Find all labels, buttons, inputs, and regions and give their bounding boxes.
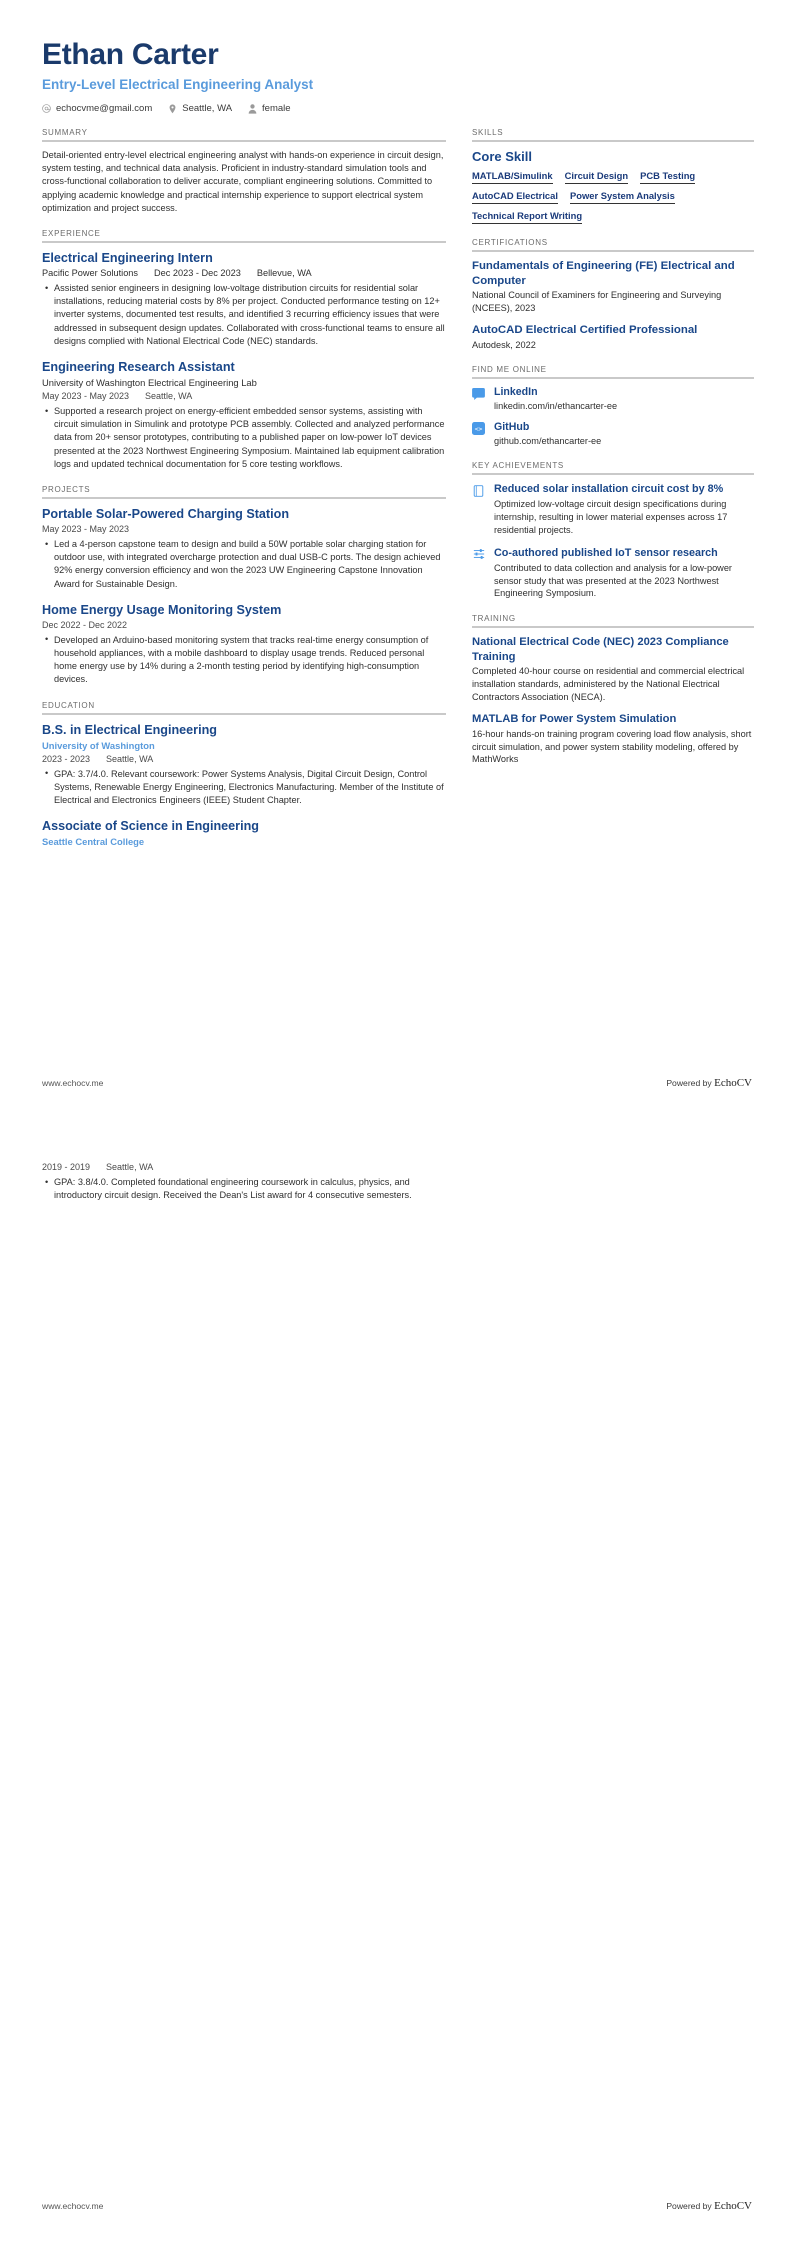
skill-tag-list [472,170,754,224]
achievement-item [472,482,754,536]
experience-title: Electrical Engineering Intern [42,251,213,266]
section-label-training: TRAINING [472,614,516,624]
project-dates: May 2023 - May 2023 [42,524,130,535]
section-label-skills: SKILLS [472,128,504,137]
experience-entry [42,359,446,471]
page-footer [42,1077,752,1089]
achievement-description: Optimized low-voltage circuit design specifications during internship, resulting in lower material expenses across 17 residential projects. [494,499,728,536]
skill-tag: MATLAB/Simulink [472,170,553,184]
two-column-layout-page2 [42,1161,752,1205]
training-description: Completed 40-hour course on residential and commercial electrical installation standards, administered by the National Electrical Contractors Association (NECA). [472,666,745,702]
training-item [472,635,754,703]
candidate-name: Ethan Carter [42,38,219,71]
two-column-layout [42,128,752,849]
online-profile-linkedin[interactable] [472,386,754,413]
section-label-certifications: CERTIFICATIONS [472,238,548,247]
project-bullets [42,538,446,591]
education-location: Seattle, WA [106,753,154,764]
achievement-description: Contributed to data collection and analysis for a low-power sensor study that was presented at the 2023 Northwest Engineering Symposium. [494,562,732,599]
powered-by-text: Powered by [666,2201,715,2211]
section-divider [42,140,446,142]
section-label-key-achievements: KEY ACHIEVEMENTS [472,461,564,471]
email-icon [42,104,51,113]
certification-item [472,323,754,351]
person-icon [248,104,257,114]
education-degree: B.S. in Electrical Engineering [42,722,217,737]
section-label-find-me-online: FIND ME ONLINE [472,365,547,375]
experience-location: Seattle, WA [145,391,193,402]
location-pin-icon [168,104,177,114]
section-label-experience: EXPERIENCE [42,229,101,239]
project-meta [42,619,446,632]
section-divider [42,241,446,243]
experience-bullets [42,405,446,471]
sidebar-column [472,128,754,775]
certification-name: Fundamentals of Engineering (FE) Electrical and Computer [472,260,735,287]
project-title: Portable Solar-Powered Charging Station [42,507,290,522]
education-dates: 2023 - 2023 [42,753,91,764]
online-profile-github[interactable] [472,421,754,448]
section-divider [472,473,754,475]
experience-entry [42,250,446,348]
svg-text:<>: <> [474,424,483,433]
bullet-item: • GPA: 3.7/4.0. Relevant coursework: Power Systems Analysis, Digital Circuit Design, Control Systems, Renewable Energy Engineering, Electronics Manufacturing. Member of the Institute of Electrical and Electronics Engineers (IEEE) Student Chapter. [54,768,446,808]
training-description: 16-hour hands-on training program covering load flow analysis, short circuit simulation, and power system stability modeling, offered by MathWorks [472,728,752,765]
project-meta [42,523,446,536]
resume-page-2 [0,1123,794,2246]
linkedin-icon [472,387,485,400]
bullet-item: • Supported a research project on energy-efficient embedded sensor systems, assisting with circuit simulation in Simulink and prototype PCB assembly. Collected and analyzed performance data from 20+ sensor prototypes, contributing to a published paper on low-power IoT devices presented at the 2023 Northwest Engineering Symposium. Maintained lab equipment calibration logs and updated technical documentation for 5 core testing workflows. [54,405,446,471]
training-title: MATLAB for Power System Simulation [472,713,677,726]
contact-gender [248,103,291,114]
experience-bullets [42,282,446,348]
bullet-item: • Developed an Arduino-based monitoring system that tracks real-time energy consumption of household appliances, with a mobile dashboard to display usage trends. Reduced personal home energy use by 14% during a 2-month testing period by identifying high-consumption devices. [54,634,446,687]
education-bullets [42,768,446,808]
bullet-item: • Led a 4-person capstone team to design and build a 50W portable solar charging station for outdoor use, with integrated overcharge protection and dual USB-C ports. The design achieved 92% energy conversion efficiency and won the 2023 UW Engineering Capstone Innovation Award for Sustainable Design. [54,538,446,591]
section-divider [472,626,754,628]
footer-powered-by [666,2200,752,2212]
education-meta [42,1161,446,1174]
bullet-item: • Assisted senior engineers in designing low-voltage distribution circuits for residential solar installations, reducing material costs by 8% per project. Conducted performance testing on 12+ inverter systems, documented test results, and identified 3 recurring efficiency issues that were addressed in subsequent design updates. Collaborated with cross-functional teams to ensure all designs complied with National Electrical Code (NEC) standards. [54,282,446,348]
education-entry [42,722,446,808]
experience-dates: May 2023 - May 2023 [42,391,130,402]
powered-by-text: Powered by [666,1078,715,1088]
experience-dates: Dec 2023 - Dec 2023 [154,268,241,279]
online-network-name: LinkedIn [494,386,538,399]
skill-tag: Technical Report Writing [472,210,582,224]
sliders-icon [472,548,485,561]
skill-tag: AutoCAD Electrical [472,190,558,204]
contact-email [42,103,152,114]
contact-location-text: Seattle, WA [182,103,233,114]
certification-issuer: Autodesk, 2022 [472,339,536,350]
section-divider [42,713,446,715]
experience-location: Bellevue, WA [256,268,312,279]
github-icon [472,422,485,435]
certification-issuer: National Council of Examiners for Engineering and Surveying (NCEES), 2023 [472,290,722,313]
section-divider [472,377,754,379]
section-divider [472,140,754,142]
education-school: University of Washington [42,739,155,751]
education-dates: 2019 - 2019 [42,1162,91,1172]
section-divider [42,497,446,499]
skill-tag: PCB Testing [640,170,695,184]
certification-item [472,259,754,314]
bullet-item: • GPA: 3.8/4.0. Completed foundational engineering coursework in calculus, physics, and introductory circuit design. Received the Dean's List award for 4 consecutive semesters. [54,1176,446,1202]
education-degree: Associate of Science in Engineering [42,819,259,834]
section-label-education: EDUCATION [42,700,95,710]
education-entry-continued [42,1161,446,1202]
section-divider [472,250,754,252]
book-icon [472,484,485,497]
experience-company: Pacific Power Solutions [42,268,139,279]
training-item [472,712,754,766]
achievement-title: Co-authored published IoT sensor research [494,546,718,559]
education-school: Seattle Central College [42,836,145,848]
certification-name: AutoCAD Electrical Certified Professional [472,324,698,337]
contact-location [168,103,232,114]
project-entry [42,602,446,687]
education-entry-partial [42,818,446,848]
page-footer [42,2200,752,2212]
section-label-projects: PROJECTS [42,485,91,495]
training-title: National Electrical Code (NEC) 2023 Compliance Training [472,636,729,663]
experience-meta [42,267,446,280]
project-title: Home Energy Usage Monitoring System [42,602,282,617]
skills-group-title: Core Skill [472,149,532,164]
online-url: github.com/ethancarter-ee [494,435,602,446]
section-label-summary: SUMMARY [42,128,88,137]
footer-powered-by [666,1077,752,1089]
achievement-item [472,546,754,600]
main-column-page2 [42,1161,446,1205]
project-bullets [42,634,446,687]
echocv-brand: EchoCV [714,2200,752,2212]
online-network-name: GitHub [494,420,530,433]
education-location: Seattle, WA [106,1162,154,1172]
project-entry [42,506,446,591]
contact-row [42,103,752,114]
education-meta [42,753,446,766]
achievement-title: Reduced solar installation circuit cost by 8% [494,483,724,496]
skill-tag: Power System Analysis [570,190,675,204]
experience-meta [42,390,446,403]
main-column [42,128,446,849]
footer-website: www.echocv.me [42,1078,104,1088]
contact-email-text: echocvme@gmail.com [56,103,153,114]
skill-tag: Circuit Design [565,170,629,184]
education-bullets [42,1176,446,1202]
summary-text: Detail-oriented entry-level electrical engineering analyst with hands-on experience in circuit design, system testing, and technical data analysis. Proficient in industry-standard simulation tools and cross-functional collaboration to deliver accurate, compliant engineering solutions. Committed to applying academic knowledge and practical internship experience to support electrical system optimization and project success. [42,150,444,213]
echocv-brand: EchoCV [714,1077,752,1089]
experience-title: Engineering Research Assistant [42,360,235,375]
contact-gender-text: female [262,103,291,114]
footer-website: www.echocv.me [42,2201,104,2211]
experience-company: University of Washington Electrical Engineering Lab [42,377,257,389]
project-dates: Dec 2022 - Dec 2022 [42,619,128,630]
candidate-headline: Entry-Level Electrical Engineering Analyst [42,77,314,92]
online-url: linkedin.com/in/ethancarter-ee [494,401,618,412]
